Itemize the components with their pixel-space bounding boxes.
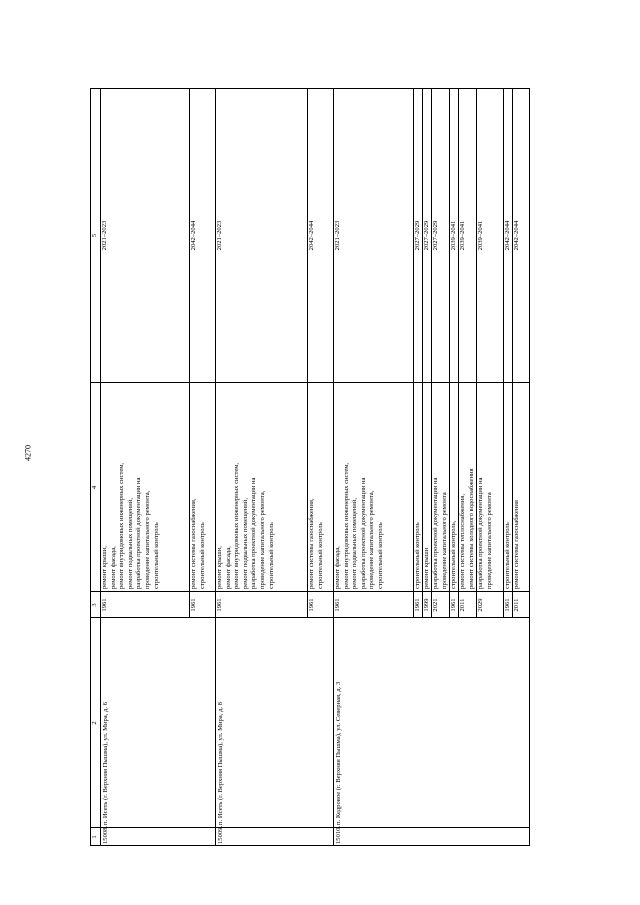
work-line: ремонт системы теплоснабжения, <box>459 494 466 589</box>
year-cell: 2011 <box>459 598 466 612</box>
period-cell: 2039–2041 <box>450 220 457 251</box>
period-cell: 2042–2044 <box>513 220 520 251</box>
year-cell: 2021 <box>432 598 439 612</box>
work-line: ремонт внутридомовых инженерных систем, <box>118 462 126 589</box>
table-container <box>90 88 530 846</box>
work-line: ремонт крыши <box>423 547 430 589</box>
work-line: строительный контроль, <box>450 520 457 589</box>
work-line: строительный контроль <box>198 522 206 589</box>
work-line: ремонт внутридомовых инженерных систем, <box>342 462 350 589</box>
year-cell: 1961 <box>450 598 457 612</box>
year-cell: 1961 <box>190 598 197 612</box>
work-line: ремонт подвальных помещений, <box>351 498 359 589</box>
header-cell: 3 <box>91 603 98 607</box>
address-cell: п. Исеть (г. Верхняя Пышма), ул. Мира, д. 8 <box>217 702 224 825</box>
work-line: разработка проектной документации на <box>250 477 258 589</box>
work-line: проведение капитального ремонта, <box>259 490 266 589</box>
work-schedule-table <box>90 88 530 846</box>
column-separator <box>90 827 530 828</box>
period-cell: 2042–2044 <box>190 220 197 251</box>
work-line: строительный контроль <box>414 522 421 589</box>
address-cell: п. Кедровое (г. Верхняя Пышма), ул. Северная, д. 3 <box>335 681 342 825</box>
work-line: разработка проектной документации на <box>359 477 367 589</box>
year-cell: 1961 <box>308 598 315 612</box>
year-cell: 2029 <box>477 598 484 612</box>
work-line: проведение капитального ремонта, <box>144 490 151 589</box>
work-line: проведение капитального ремонта <box>485 492 493 589</box>
year-cell: 2011 <box>513 598 520 612</box>
row-number: 15010. <box>335 825 342 844</box>
header-cell: 1 <box>91 835 98 839</box>
work-line: ремонт крыши, <box>216 546 223 589</box>
work-line: ремонт внутридомовых инженерных систем, <box>233 462 241 589</box>
work-line: ремонт системы газоснабжения, <box>190 498 197 589</box>
work-line: ремонт фасада, <box>224 546 232 589</box>
work-line: ремонт крыши, <box>101 546 108 589</box>
work-line: ремонт фасада, <box>334 546 341 589</box>
year-cell: 1961 <box>216 598 223 612</box>
year-cell: 1961 <box>101 598 108 612</box>
year-cell: 1961 <box>504 598 511 612</box>
work-line: строительный контроль <box>267 522 275 589</box>
period-cell: 2021–2023 <box>334 220 341 251</box>
work-line: проведение капитального ремонта, <box>368 490 376 589</box>
header-cell: 4 <box>91 485 98 490</box>
period-cell: 2039–2041 <box>477 220 484 251</box>
year-cell: 1961 <box>414 598 421 612</box>
work-line: разработка проектной документации на <box>135 477 143 589</box>
work-line: разработка проектной документации на <box>432 477 439 589</box>
period-cell: 2027–2029 <box>423 220 430 251</box>
period-cell: 2021–2023 <box>216 220 223 251</box>
work-line: строительный контроль <box>316 522 324 589</box>
page-number: 4270 <box>23 445 33 461</box>
period-cell: 2039–2041 <box>459 220 466 251</box>
year-cell: 1999 <box>423 598 430 612</box>
address-cell: п. Исеть (г. Верхняя Пышма), ул. Мира, д. 6 <box>102 702 109 825</box>
work-line: ремонт системы газоснабжения <box>513 500 520 589</box>
period-cell: 2027–2029 <box>414 220 421 251</box>
work-line: строительный контроль <box>504 522 511 589</box>
year-cell: 1961 <box>334 598 341 612</box>
period-cell: 2042–2044 <box>308 220 315 251</box>
header-cell: 2 <box>91 721 98 725</box>
work-line: разработка проектной документации на <box>477 477 484 589</box>
period-cell: 2021–2023 <box>101 220 108 251</box>
row-number: 15009. <box>217 825 224 844</box>
work-line: ремонт подвальных помещений, <box>241 498 249 589</box>
work-line: ремонт подвальных помещений, <box>126 498 134 589</box>
work-line: строительный контроль <box>377 522 384 589</box>
work-line: строительный контроль <box>152 522 160 589</box>
work-line: ремонт системы газоснабжения, <box>308 498 315 589</box>
row-number: 15008. <box>102 825 109 844</box>
work-line: ремонт фасада, <box>109 546 117 589</box>
work-line: проведение капитального ремонта <box>440 492 448 589</box>
period-cell: 2042–2044 <box>504 220 511 251</box>
period-cell: 2027–2029 <box>432 220 439 251</box>
header-cell: 5 <box>91 233 98 238</box>
work-line: ремонт системы холодного водоснабжения <box>467 468 475 589</box>
